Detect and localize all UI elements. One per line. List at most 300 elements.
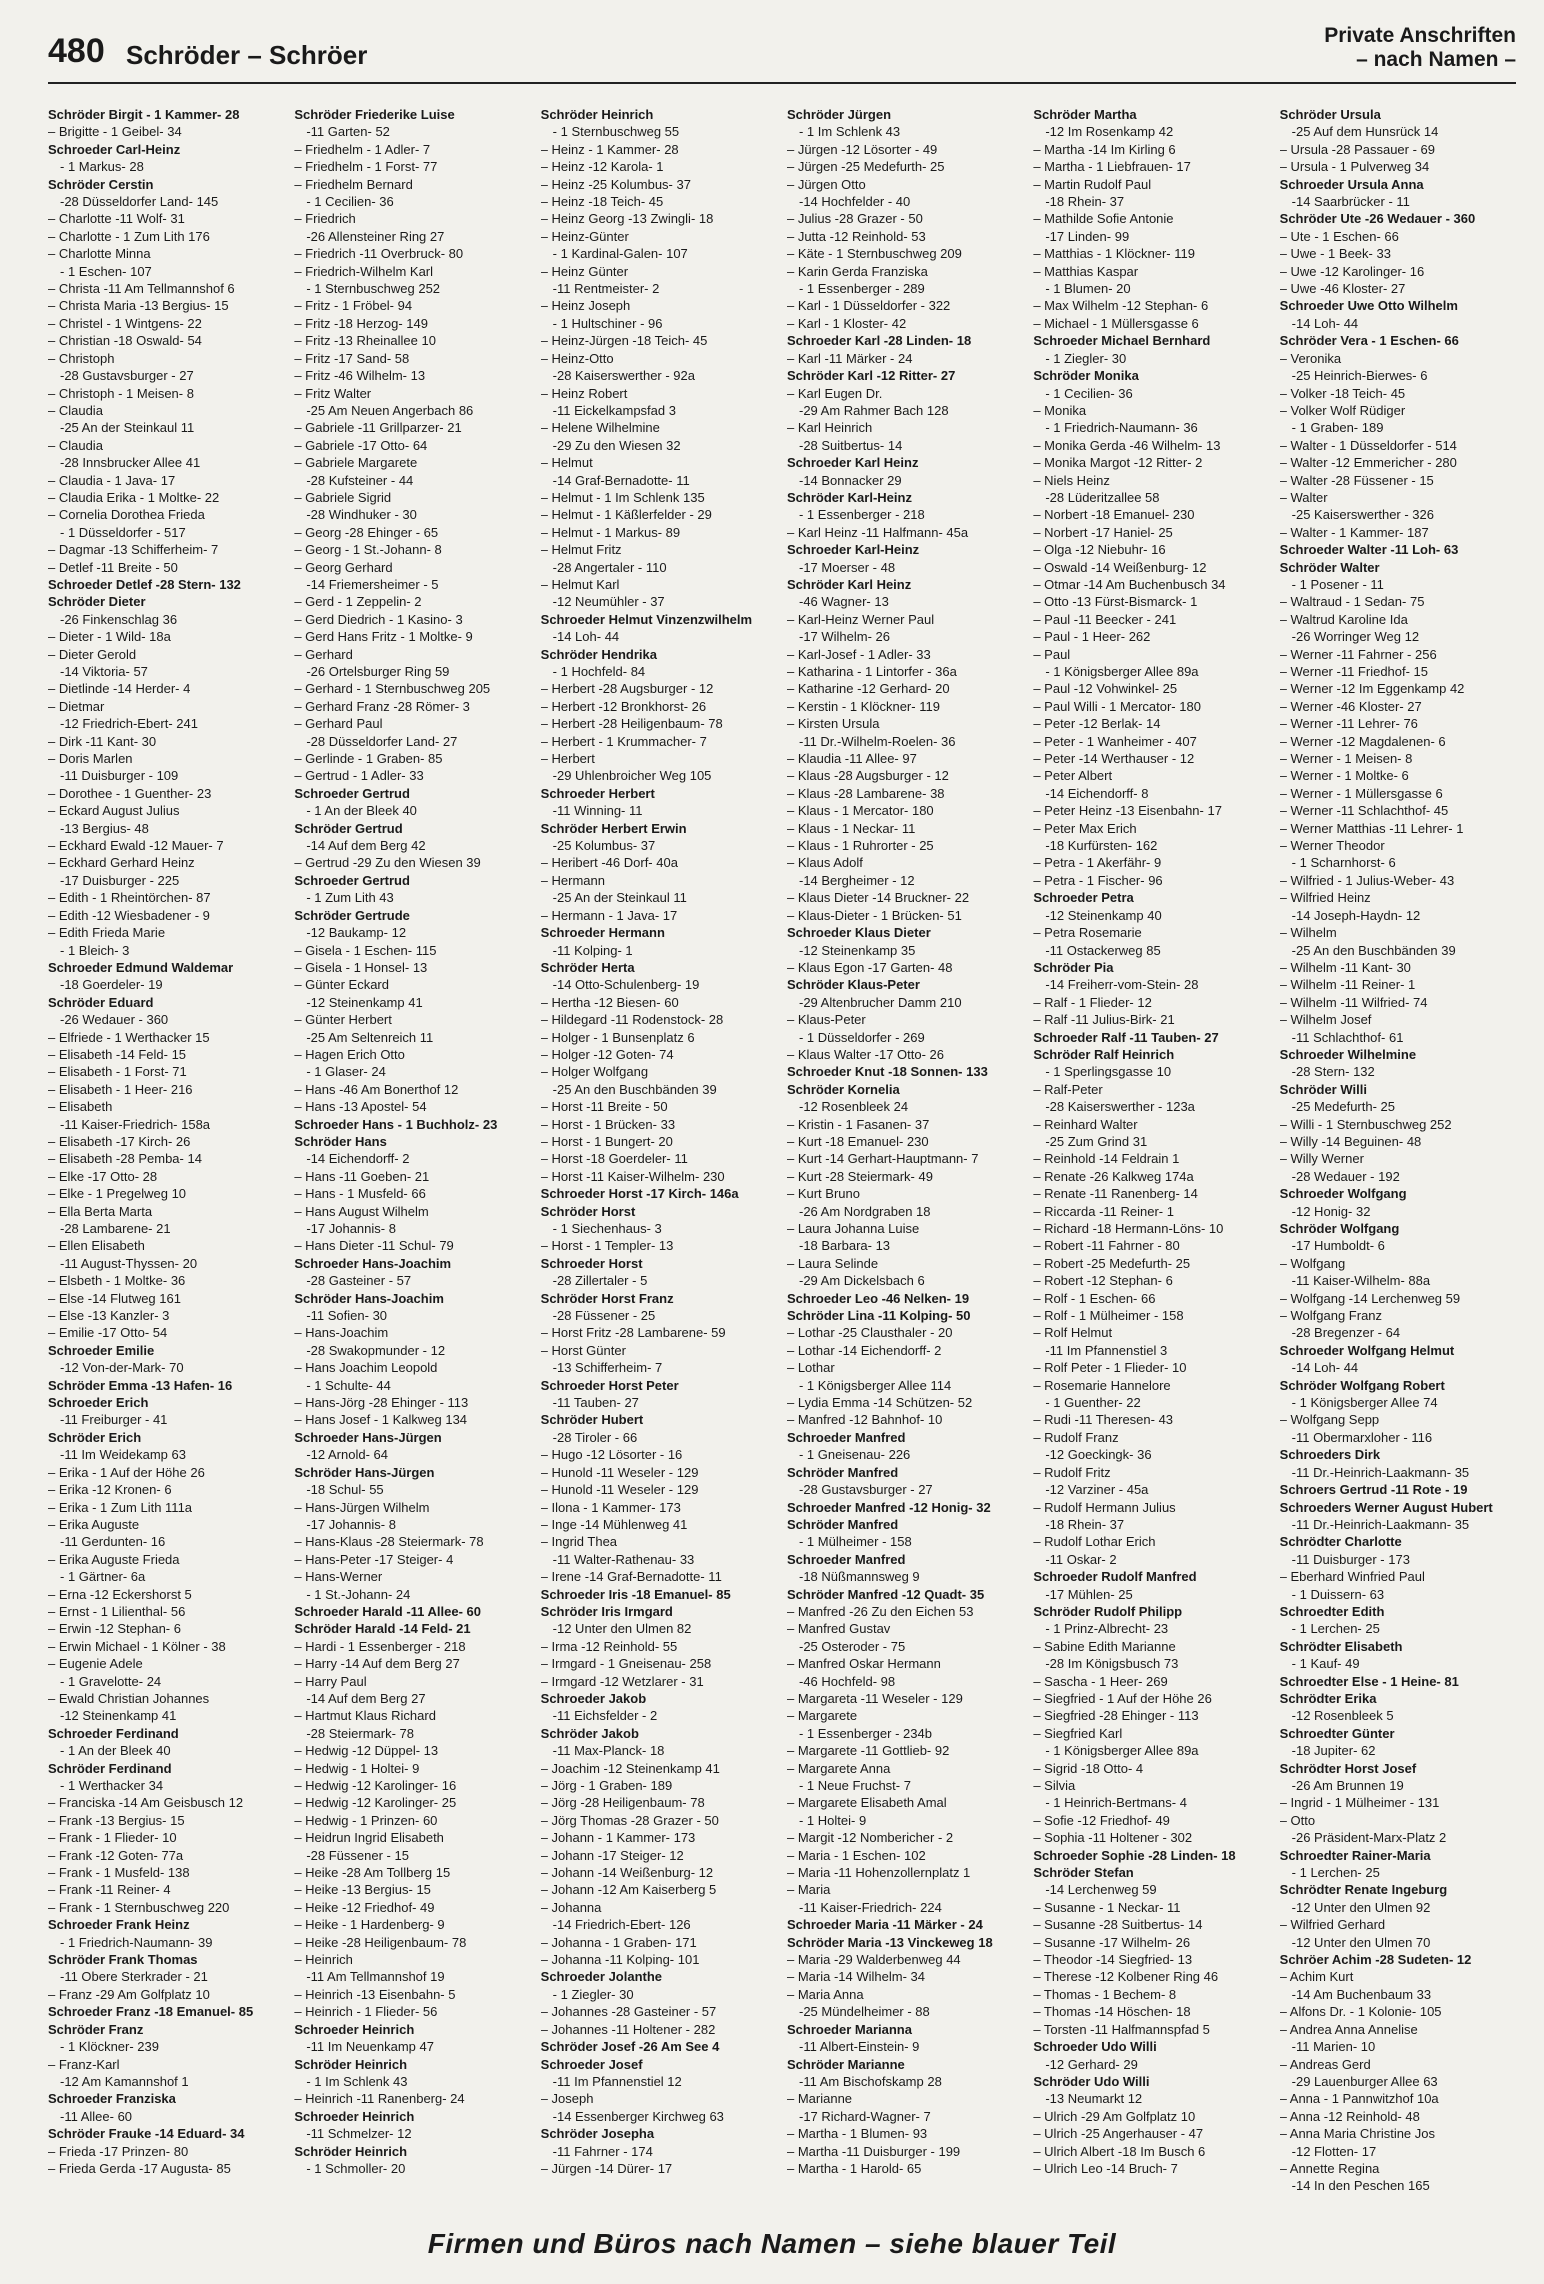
entry-address-line: -18 Schul- 55 bbox=[306, 1482, 384, 1498]
entry-surname-line: Schröder Ursula bbox=[1279, 107, 1381, 122]
entry-address-line: -28 Swakopmunder - 12 bbox=[306, 1342, 446, 1358]
entry-surname-line: Schröder Erich bbox=[48, 1429, 142, 1445]
entry-line: – Willi - 1 Sternbuschweg 252 bbox=[1279, 1116, 1452, 1132]
entry-line: – Hedwig -12 Düppel- 13 bbox=[294, 1743, 439, 1759]
entry-line: – Oswald -14 Weißenburg- 12 bbox=[1033, 559, 1207, 575]
entry-line: – Hans-Werner bbox=[294, 1569, 383, 1585]
entry-address-line: - 1 Cecilien- 36 bbox=[1045, 385, 1133, 401]
entry-address-line: -18 Rhein- 37 bbox=[1045, 1516, 1125, 1532]
entry-line: – Rolf - 1 Mülheimer - 158 bbox=[1033, 1308, 1184, 1324]
entry-line: – Horst Fritz -28 Lambarene- 59 bbox=[540, 1325, 726, 1341]
entry-line: – Susanne -17 Wilhelm- 26 bbox=[1033, 1934, 1191, 1950]
entry-address-line: -11 Dr.-Wilhelm-Roelen- 36 bbox=[798, 733, 956, 749]
entry-line: – Werner - 1 Müllersgasse 6 bbox=[1279, 785, 1443, 801]
entry-surname-line: Schröder Stefan bbox=[1033, 1865, 1134, 1881]
entry-line: – Friedhelm Bernard bbox=[294, 176, 413, 192]
entry-address-line: -28 Füssener - 25 bbox=[552, 1308, 656, 1324]
entry-surname-line: Schröder Josef -26 Am See 4 bbox=[540, 2039, 720, 2055]
entry-line: – Rolf Helmut bbox=[1033, 1325, 1113, 1341]
entry-address-line: -11 Walter-Rathenau- 33 bbox=[552, 1551, 695, 1567]
entry-line: – Elisabeth -28 Pemba- 14 bbox=[48, 1151, 202, 1167]
entry-surname-line: Schroeder Michael Bernhard bbox=[1033, 333, 1211, 349]
entry-line: – Wilfried - 1 Julius-Weber- 43 bbox=[1279, 872, 1455, 888]
entry-address-line: -25 Mündelheimer - 88 bbox=[798, 2004, 930, 2020]
entry-surname-line: Schrödter Elisabeth bbox=[1279, 1638, 1403, 1654]
entry-line: – Ralf - 1 Flieder- 12 bbox=[1033, 994, 1152, 1010]
entry-line: – Horst -18 Goerdeler- 11 bbox=[540, 1151, 688, 1167]
entry-address-line: - 1 Kauf- 49 bbox=[1291, 1656, 1360, 1672]
entry-address-line: -18 Jupiter- 62 bbox=[1291, 1743, 1376, 1759]
entry-surname-line: Schröder Wolfgang bbox=[1279, 1221, 1400, 1236]
entry-line: – Franciska -14 Am Geisbusch 12 bbox=[48, 1795, 244, 1811]
entry-address-line: -28 Wedauer - 192 bbox=[1291, 1168, 1400, 1184]
entry-line: – Maria -14 Wilhelm- 34 bbox=[786, 1969, 925, 1985]
entry-address-line: -18 Nüßmannsweg 9 bbox=[798, 1569, 920, 1585]
entry-address-line: -28 Stern- 132 bbox=[1291, 1064, 1375, 1080]
entry-line: – Kurt -28 Steiermark- 49 bbox=[786, 1168, 933, 1184]
entry-line: – Frank -13 Bergius- 15 bbox=[48, 1812, 185, 1828]
entry-address-line: -11 Im Weidekamp 63 bbox=[60, 1447, 186, 1463]
entry-line: – Otmar -14 Am Buchenbusch 34 bbox=[1033, 576, 1226, 592]
entry-line: – Norbert -17 Haniel- 25 bbox=[1033, 524, 1173, 540]
entry-line: – Martha - 1 Liebfrauen- 17 bbox=[1033, 159, 1191, 175]
entry-line: – Andreas Gerd bbox=[1279, 2056, 1371, 2072]
entry-line: – Reinhard Walter bbox=[1033, 1116, 1138, 1132]
entry-line: – Horst - 1 Bungert- 20 bbox=[540, 1133, 673, 1149]
entry-surname-line: Schröder Kornelia bbox=[786, 1081, 900, 1097]
entry-address-line: -12 Goeckingk- 36 bbox=[1045, 1447, 1152, 1463]
entry-line: – Kristin - 1 Fasanen- 37 bbox=[786, 1116, 930, 1132]
entry-line: – Elke - 1 Pregelweg 10 bbox=[48, 1186, 187, 1202]
entry-line: – Dieter Gerold bbox=[48, 646, 137, 662]
entry-line: – Werner -11 Fahrner - 256 bbox=[1279, 646, 1437, 662]
entry-line: – Hans -13 Apostel- 54 bbox=[294, 1099, 427, 1115]
entry-address-line: - 1 Hochfeld- 84 bbox=[552, 664, 646, 679]
entry-line: – Erika - 1 Zum Lith 111a bbox=[48, 1499, 193, 1515]
entry-line: – Hans -11 Goeben- 21 bbox=[294, 1168, 430, 1184]
entry-address-line: - 1 Holtei- 9 bbox=[798, 1812, 867, 1828]
entry-address-line: - 1 Posener - 11 bbox=[1291, 576, 1384, 592]
entry-line: – Walter - 1 Kammer- 187 bbox=[1279, 524, 1429, 540]
entry-surname-line: Schroedter Else - 1 Heine- 81 bbox=[1279, 1673, 1459, 1689]
entry-surname-line: Schroeder Horst bbox=[540, 1255, 643, 1271]
entry-line: – Otto -13 Fürst-Bismarck- 1 bbox=[1033, 594, 1198, 610]
entry-address-line: - 1 Markus- 28 bbox=[60, 159, 144, 175]
entry-line: – Fritz -18 Herzog- 149 bbox=[294, 315, 428, 331]
entry-line: – Gerhard bbox=[294, 646, 353, 662]
entry-line: – Ursula -28 Passauer - 69 bbox=[1279, 141, 1436, 157]
entry-line: – Werner Theodor bbox=[1279, 838, 1385, 854]
entry-line: – Margarete Anna bbox=[786, 1760, 891, 1776]
entry-line: – Ralf -11 Julius-Birk- 21 bbox=[1033, 1012, 1175, 1028]
entry-address-line: -25 An der Steinkaul 11 bbox=[552, 890, 687, 906]
entry-surname-line: Schröder Hubert bbox=[540, 1412, 644, 1428]
entry-address-line: -12 Friedrich-Ebert- 241 bbox=[60, 716, 198, 732]
entry-address-line: -11 Tauben- 27 bbox=[552, 1395, 639, 1411]
entry-address-line: -28 Zillertaler - 5 bbox=[552, 1273, 648, 1289]
entry-line: – Gertrud - 1 Adler- 33 bbox=[294, 768, 424, 784]
entry-surname-line: Schroeder Hermann bbox=[540, 925, 665, 941]
entry-line: – Hedwig - 1 Prinzen- 60 bbox=[294, 1812, 438, 1828]
entry-line: – Klaus -28 Augsburger - 12 bbox=[786, 768, 949, 784]
entry-line: – Margarete Elisabeth Amal bbox=[786, 1795, 947, 1811]
entry-line: – Rudolf Franz bbox=[1033, 1429, 1119, 1445]
entry-line: – Margit -12 Nombericher - 2 bbox=[786, 1830, 954, 1846]
entry-line: – Hildegard -11 Rodenstock- 28 bbox=[540, 1012, 724, 1028]
entry-line: – Ralf-Peter bbox=[1033, 1081, 1103, 1097]
entry-address-line: -25 Kaiserswerther - 326 bbox=[1291, 507, 1434, 523]
entry-line: – Hermann bbox=[540, 872, 605, 888]
entry-line: – Hans-Jörg -28 Ehinger - 113 bbox=[294, 1395, 469, 1411]
entry-surname-line: Schröder Willi bbox=[1279, 1081, 1367, 1097]
entry-line: – Petra Rosemarie bbox=[1033, 925, 1142, 941]
entry-line: – Heinz -25 Kolumbus- 37 bbox=[540, 176, 691, 192]
entry-line: – Fritz - 1 Fröbel- 94 bbox=[294, 298, 413, 314]
entry-line: – Erna -12 Eckershorst 5 bbox=[48, 1586, 192, 1602]
entry-line: – Dieter - 1 Wild- 18a bbox=[48, 629, 171, 645]
entry-line: – Paul - 1 Heer- 262 bbox=[1033, 629, 1151, 645]
entry-line: – Hans August Wilhelm bbox=[294, 1203, 429, 1219]
entry-address-line: - 1 Cecilien- 36 bbox=[306, 194, 394, 210]
entry-line: – Klaus Egon -17 Garten- 48 bbox=[786, 959, 953, 975]
entry-address-line: - 1 Guenther- 22 bbox=[1045, 1395, 1141, 1411]
entry-line: – Werner -12 Magdalenen- 6 bbox=[1279, 733, 1446, 749]
entry-line: – Erwin Michael - 1 Kölner - 38 bbox=[48, 1638, 226, 1654]
entry-surname-line: Schröder Walter bbox=[1279, 559, 1380, 575]
entry-address-line: - 1 Zum Lith 43 bbox=[306, 890, 394, 906]
entry-surname-line: Schröder Karl -12 Ritter- 27 bbox=[786, 368, 956, 384]
entry-line: – Werner -11 Friedhof- 15 bbox=[1279, 664, 1429, 679]
entry-line: – Johann -14 Weißenburg- 12 bbox=[540, 1865, 714, 1881]
entry-address-line: - 1 Ziegler- 30 bbox=[552, 1986, 634, 2002]
directory-column bbox=[1280, 106, 1516, 2206]
entry-line: – Wilhelm bbox=[1279, 925, 1337, 941]
entry-line: – Laura Selinde bbox=[786, 1255, 879, 1271]
entry-line: – Emilie -17 Otto- 54 bbox=[48, 1325, 168, 1341]
entry-line: – Gerhard - 1 Sternbuschweg 205 bbox=[294, 681, 491, 697]
entry-address-line: -14 Otto-Schulenberg- 19 bbox=[552, 977, 700, 993]
directory-column bbox=[294, 106, 530, 2206]
entry-address-line: -28 Düsseldorfer Land- 145 bbox=[60, 194, 219, 210]
entry-line: – Karl-Josef - 1 Adler- 33 bbox=[786, 646, 931, 662]
entry-address-line: -28 Im Königsbusch 73 bbox=[1045, 1656, 1179, 1672]
entry-surname-line: Schroeder Gertrud bbox=[294, 785, 410, 801]
entry-surname-line: Schroeder Knut -18 Sonnen- 133 bbox=[786, 1064, 988, 1080]
entry-line: – Claudia - 1 Java- 17 bbox=[48, 472, 176, 488]
entry-line: – Kurt Bruno bbox=[786, 1186, 860, 1202]
entry-line: – Klaus-Peter bbox=[786, 1012, 866, 1028]
entry-line: – Kurt -18 Emanuel- 230 bbox=[786, 1133, 929, 1149]
entry-surname-line: Schröder Wolfgang Robert bbox=[1279, 1377, 1445, 1393]
entry-address-line: -25 Am Neuen Angerbach 86 bbox=[306, 402, 474, 418]
entry-line: – Holger Wolfgang bbox=[540, 1064, 649, 1080]
entry-address-line: - 1 Graben- 189 bbox=[1291, 420, 1384, 436]
entry-line: – Werner Matthias -11 Lehrer- 1 bbox=[1279, 820, 1464, 836]
entry-surname-line: Schrödter Horst Josef bbox=[1279, 1760, 1417, 1776]
entry-surname-line: Schröder Manfred bbox=[786, 1516, 899, 1532]
entry-address-line: -25 Auf dem Hunsrück 14 bbox=[1291, 124, 1439, 140]
entry-line: – Martin Rudolf Paul bbox=[1033, 176, 1152, 192]
entry-surname-line: Schröder Ralf Heinrich bbox=[1033, 1046, 1175, 1062]
entry-line: – Friedhelm - 1 Adler- 7 bbox=[294, 141, 431, 157]
entry-line: – Karl - 1 Düsseldorfer - 322 bbox=[786, 298, 951, 314]
entry-address-line: - 1 Werthacker 34 bbox=[60, 1778, 164, 1793]
entry-address-line: -28 Gasteiner - 57 bbox=[306, 1273, 412, 1289]
entry-surname-line: Schroeder Rudolf Manfred bbox=[1033, 1569, 1197, 1585]
entry-line: – Heinz Joseph bbox=[540, 298, 631, 314]
entry-line: – Peter - 1 Wanheimer - 407 bbox=[1033, 733, 1197, 749]
entry-line: – Monika Gerda -46 Wilhelm- 13 bbox=[1033, 437, 1221, 453]
entry-line: – Karl - 1 Kloster- 42 bbox=[786, 315, 907, 331]
entry-surname-line: Schrödter Erika bbox=[1279, 1690, 1377, 1706]
entry-line: – Frank -11 Reiner- 4 bbox=[48, 1882, 171, 1898]
entry-address-line: -18 Goerdeler- 19 bbox=[60, 977, 163, 993]
entry-line: – Dietlinde -14 Herder- 4 bbox=[48, 681, 191, 697]
entry-address-line: -11 Duisburger - 109 bbox=[60, 768, 179, 784]
entry-address-line: - 1 Königsberger Allee 89a bbox=[1045, 664, 1199, 679]
entry-surname-line: Schroeder Karl-Heinz bbox=[786, 542, 920, 558]
entry-line: – Walter -12 Emmericher - 280 bbox=[1279, 455, 1457, 471]
entry-surname-line: Schröder Heinrich bbox=[540, 107, 654, 122]
entry-surname-line: Schroeder Ursula Anna bbox=[1279, 176, 1424, 192]
entry-line: – Margarete -11 Gottlieb- 92 bbox=[786, 1743, 950, 1759]
entry-address-line: -11 Im Neuenkamp 47 bbox=[306, 2039, 434, 2055]
entry-line: – Dirk -11 Kant- 30 bbox=[48, 733, 157, 749]
entry-line: – Maria - 1 Eschen- 102 bbox=[786, 1847, 926, 1863]
entry-line: – Christian -18 Oswald- 54 bbox=[48, 333, 202, 349]
entry-line: – Klaus Dieter -14 Bruckner- 22 bbox=[786, 890, 970, 906]
entry-address-line: - 1 Duissern- 63 bbox=[1291, 1586, 1385, 1602]
entry-line: – Werner -46 Kloster- 27 bbox=[1279, 698, 1422, 714]
entry-line: – Anna -12 Reinhold- 48 bbox=[1279, 2108, 1420, 2124]
entry-surname-line: Schroers Gertrud -11 Rote - 19 bbox=[1279, 1482, 1468, 1498]
directory-column bbox=[541, 106, 777, 2206]
entry-surname-line: Schröder Manfred bbox=[786, 1464, 899, 1480]
entry-line: – Erika Auguste bbox=[48, 1516, 140, 1532]
entry-line: – Friedrich bbox=[294, 211, 356, 227]
entry-line: – Eckhard Gerhard Heinz bbox=[48, 855, 195, 871]
entry-address-line: -14 Saarbrücker - 11 bbox=[1291, 194, 1410, 210]
entry-line: – Ewald Christian Johannes bbox=[48, 1690, 210, 1706]
entry-line: – Christel - 1 Wintgens- 22 bbox=[48, 315, 202, 331]
entry-surname-line: Schroeder Klaus Dieter bbox=[786, 925, 931, 941]
entry-line: – Johannes -11 Holtener - 282 bbox=[540, 2021, 716, 2037]
entry-line: – Lothar -14 Eichendorff- 2 bbox=[786, 1342, 942, 1358]
entry-line: – Erika Auguste Frieda bbox=[48, 1551, 180, 1567]
entry-line: – Riccarda -11 Reiner- 1 bbox=[1033, 1203, 1174, 1219]
entry-address-line: -28 Bregenzer - 64 bbox=[1291, 1325, 1401, 1341]
entry-surname-line: Schroeder Wolfgang Helmut bbox=[1279, 1342, 1455, 1358]
entry-surname-line: Schröder Gertrud bbox=[294, 820, 403, 836]
entry-line: – Gertrud -29 Zu den Wiesen 39 bbox=[294, 855, 481, 871]
entry-line: – Susanne - 1 Neckar- 11 bbox=[1033, 1899, 1181, 1915]
entry-line: – Martha -14 Im Kirling 6 bbox=[1033, 141, 1176, 157]
entry-line: – Eberhard Winfried Paul bbox=[1279, 1569, 1425, 1585]
entry-line: – Christa -11 Am Tellmannshof 6 bbox=[48, 281, 235, 297]
entry-address-line: - 1 Gneisenau- 226 bbox=[798, 1447, 911, 1463]
entry-line: – Jürgen -14 Dürer- 17 bbox=[540, 2160, 673, 2176]
entry-line: – Silvia bbox=[1033, 1778, 1076, 1793]
entry-surname-line: Schröder Hans-Jürgen bbox=[294, 1464, 435, 1480]
entry-address-line: -26 Wedauer - 360 bbox=[60, 1012, 169, 1028]
entry-line: – Julius -28 Grazer - 50 bbox=[786, 211, 923, 227]
entry-line: – Helmut - 1 Käßlerfelder - 29 bbox=[540, 507, 712, 523]
entry-address-line: -13 Schifferheim- 7 bbox=[552, 1360, 663, 1376]
entry-line: – Renate -26 Kalkweg 174a bbox=[1033, 1168, 1194, 1184]
entry-address-line: -25 An der Steinkaul 11 bbox=[60, 420, 195, 436]
entry-line: – Inge -14 Mühlenweg 41 bbox=[540, 1516, 688, 1532]
entry-address-line: -11 Duisburger - 173 bbox=[1291, 1551, 1410, 1567]
entry-address-line: -11 Oskar- 2 bbox=[1045, 1551, 1117, 1567]
entry-line: – Rudolf Hermann Julius bbox=[1033, 1499, 1176, 1515]
entry-line: – Horst -11 Breite - 50 bbox=[540, 1099, 668, 1115]
entry-address-line: -29 Lauenburger Allee 63 bbox=[1291, 2073, 1438, 2089]
entry-line: – Thomas - 1 Bechem- 8 bbox=[1033, 1986, 1177, 2002]
entry-line: – Gisela - 1 Honsel- 13 bbox=[294, 959, 428, 975]
entry-line: – Hans-Peter -17 Steiger- 4 bbox=[294, 1551, 454, 1567]
entry-surname-line: Schröder Vera - 1 Eschen- 66 bbox=[1279, 333, 1459, 349]
entry-address-line: -14 Loh- 44 bbox=[552, 629, 620, 645]
entry-surname-line: Schröder Cerstin bbox=[48, 176, 154, 192]
entry-address-line: -12 Von-der-Mark- 70 bbox=[60, 1360, 184, 1376]
entry-line: – Ulrich Leo -14 Bruch- 7 bbox=[1033, 2160, 1178, 2176]
entry-line: – Hartmut Klaus Richard bbox=[294, 1708, 436, 1724]
entry-line: – Heinz Georg -13 Zwingli- 18 bbox=[540, 211, 714, 227]
directory-columns bbox=[48, 106, 1516, 2206]
entry-line: – Herbert -28 Heiligenbaum- 78 bbox=[540, 716, 723, 732]
entry-address-line: -12 Rosenbleek 5 bbox=[1291, 1708, 1394, 1724]
entry-line: – Frank - 1 Sternbuschweg 220 bbox=[48, 1899, 230, 1915]
entry-line: – Holger - 1 Bunsenplatz 6 bbox=[540, 1029, 695, 1045]
entry-line: – Erwin -12 Stephan- 6 bbox=[48, 1621, 181, 1637]
entry-line: – Katharine -12 Gerhard- 20 bbox=[786, 681, 950, 697]
section-title-line1: Private Anschriften bbox=[1324, 24, 1516, 47]
entry-address-line: - 1 Friedrich-Naumann- 39 bbox=[60, 1934, 213, 1950]
entry-line: – Heinrich -11 Ranenberg- 24 bbox=[294, 2091, 465, 2107]
entry-line: – Frieda Gerda -17 Augusta- 85 bbox=[48, 2160, 231, 2176]
entry-line: – Maria bbox=[786, 1882, 831, 1898]
entry-surname-line: Schroeder Maria -11 Märker - 24 bbox=[786, 1917, 983, 1933]
entry-line: – Heinrich bbox=[294, 1952, 353, 1968]
entry-line: – Torsten -11 Halfmannspfad 5 bbox=[1033, 2021, 1210, 2037]
entry-line: – Fritz -17 Sand- 58 bbox=[294, 350, 410, 366]
entry-address-line: -11 Kolping- 1 bbox=[552, 942, 633, 958]
entry-line: – Else -14 Flutweg 161 bbox=[48, 1290, 181, 1306]
entry-address-line: -29 Altenbrucher Damm 210 bbox=[798, 994, 962, 1010]
entry-line: – Friedrich -11 Overbruck- 80 bbox=[294, 246, 464, 262]
entry-line: – Elke -17 Otto- 28 bbox=[48, 1168, 158, 1184]
entry-line: – Richard -18 Hermann-Löns- 10 bbox=[1033, 1221, 1224, 1236]
entry-address-line: -11 Im Pfannenstiel 3 bbox=[1045, 1342, 1168, 1358]
entry-line: – Dagmar -13 Schifferheim- 7 bbox=[48, 542, 219, 558]
entry-line: – Karl Heinrich bbox=[786, 420, 873, 436]
entry-address-line: -12 Gerhard- 29 bbox=[1045, 2056, 1138, 2072]
entry-line: – Heinz-Jürgen -18 Teich- 45 bbox=[540, 333, 708, 349]
entry-line: – Matthias Kaspar bbox=[1033, 263, 1139, 279]
entry-line: – Sigrid -18 Otto- 4 bbox=[1033, 1760, 1144, 1776]
entry-line: – Frieda -17 Prinzen- 80 bbox=[48, 2143, 189, 2159]
entry-address-line: -18 Kurfürsten- 162 bbox=[1045, 838, 1158, 854]
entry-address-line: -12 Varziner - 45a bbox=[1045, 1482, 1149, 1498]
entry-address-line: - 1 Gravelotte- 24 bbox=[60, 1673, 162, 1689]
entry-surname-line: Schrödter Renate Ingeburg bbox=[1279, 1882, 1448, 1898]
entry-address-line: -11 Albert-Einstein- 9 bbox=[798, 2039, 920, 2055]
entry-line: – Heinrich - 1 Flieder- 56 bbox=[294, 2004, 438, 2020]
entry-address-line: -25 Medefurth- 25 bbox=[1291, 1099, 1395, 1115]
entry-line: – Herbert bbox=[540, 751, 595, 767]
entry-line: – Wolfgang Franz bbox=[1279, 1308, 1383, 1324]
entry-line: – Johann -12 Am Kaiserberg 5 bbox=[540, 1882, 717, 1898]
entry-line: – Heinz Günter bbox=[540, 263, 629, 279]
entry-line: – Edith - 1 Rheintörchen- 87 bbox=[48, 890, 211, 906]
entry-line: – Hans - 1 Musfeld- 66 bbox=[294, 1186, 426, 1202]
entry-line: – Günter Herbert bbox=[294, 1012, 392, 1028]
entry-address-line: - 1 Essenberger - 234b bbox=[798, 1725, 932, 1741]
entry-address-line: -26 Worringer Weg 12 bbox=[1291, 629, 1420, 645]
entry-line: – Laura Johanna Luise bbox=[786, 1221, 920, 1236]
entry-line: – Hermann - 1 Java- 17 bbox=[540, 907, 678, 923]
entry-surname-line: Schröder Heinrich bbox=[294, 2143, 408, 2159]
entry-line: – Willy -14 Beguinen- 48 bbox=[1279, 1133, 1422, 1149]
entry-surname-line: Schroeder Jakob bbox=[540, 1690, 647, 1706]
entry-address-line: -46 Hochfeld- 98 bbox=[798, 1673, 896, 1689]
entry-address-line: -12 Unter den Ulmen 92 bbox=[1291, 1899, 1431, 1915]
entry-line: – Dietmar bbox=[48, 698, 105, 714]
entry-address-line: - 1 Königsberger Allee 89a bbox=[1045, 1743, 1199, 1759]
entry-address-line: -28 Lüderitzallee 58 bbox=[1045, 489, 1160, 505]
entry-line: – Jörg Thomas -28 Grazer - 50 bbox=[540, 1812, 719, 1828]
entry-address-line: -28 Lambarene- 21 bbox=[60, 1221, 171, 1236]
entry-line: – Eckard August Julius bbox=[48, 803, 180, 819]
entry-line: – Helmut bbox=[540, 455, 593, 471]
entry-line: – Peter Albert bbox=[1033, 768, 1113, 784]
entry-address-line: -12 Steinenkamp 35 bbox=[798, 942, 916, 958]
entry-line: – Jutta -12 Reinhold- 53 bbox=[786, 228, 926, 244]
entry-address-line: -14 Eichendorff- 2 bbox=[306, 1151, 410, 1167]
entry-line: – Ulrich Albert -18 Im Busch 6 bbox=[1033, 2143, 1206, 2159]
entry-line: – Klaus-Dieter - 1 Brücken- 51 bbox=[786, 907, 962, 923]
entry-surname-line: Schrödter Charlotte bbox=[1279, 1534, 1402, 1550]
entry-address-line: -12 Steinenkamp 40 bbox=[1045, 907, 1162, 923]
entry-address-line: -14 Hochfelder - 40 bbox=[798, 194, 911, 210]
entry-address-line: -14 Friedrich-Ebert- 126 bbox=[552, 1917, 691, 1933]
entry-surname-line: Schroeder Manfred bbox=[786, 1429, 906, 1445]
entry-line: – Ellen Elisabeth bbox=[48, 1238, 145, 1254]
entry-surname-line: Schröder Dieter bbox=[48, 594, 146, 610]
entry-line: – Volker -18 Teich- 45 bbox=[1279, 385, 1406, 401]
entry-line: – Klaus Walter -17 Otto- 26 bbox=[786, 1046, 945, 1062]
entry-line: – Sascha - 1 Heer- 269 bbox=[1033, 1673, 1168, 1689]
entry-address-line: - 1 Schmoller- 20 bbox=[306, 2160, 406, 2176]
entry-surname-line: Schroeder Herbert bbox=[540, 785, 655, 801]
entry-line: – Wilfried Heinz bbox=[1279, 890, 1371, 906]
entry-address-line: -11 Freiburger - 41 bbox=[60, 1412, 168, 1428]
entry-surname-line: Schröder Lina -11 Kolping- 50 bbox=[786, 1308, 971, 1324]
entry-address-line: -26 Am Nordgraben 18 bbox=[798, 1203, 931, 1219]
entry-surname-line: Schroeder Udo Willi bbox=[1033, 2039, 1157, 2055]
entry-address-line: -17 Moerser - 48 bbox=[798, 559, 896, 575]
entry-address-line: -17 Johannis- 8 bbox=[306, 1516, 396, 1532]
entry-line: – Peter -12 Berlak- 14 bbox=[1033, 716, 1161, 732]
entry-address-line: - 1 Düsseldorfer - 517 bbox=[60, 524, 186, 540]
entry-line: – Anna - 1 Pannwitzhof 10a bbox=[1279, 2091, 1439, 2107]
entry-surname-line: Schröder Birgit - 1 Kammer- 28 bbox=[48, 107, 240, 122]
entry-line: – Renate -11 Ranenberg- 14 bbox=[1033, 1186, 1198, 1202]
entry-address-line: -14 Loh- 44 bbox=[1291, 1360, 1359, 1376]
entry-surname-line: Schröder Klaus-Peter bbox=[786, 977, 920, 993]
entry-line: – Gerhard Paul bbox=[294, 716, 383, 732]
entry-surname-line: Schröder Maria -13 Vinckeweg 18 bbox=[786, 1934, 993, 1950]
